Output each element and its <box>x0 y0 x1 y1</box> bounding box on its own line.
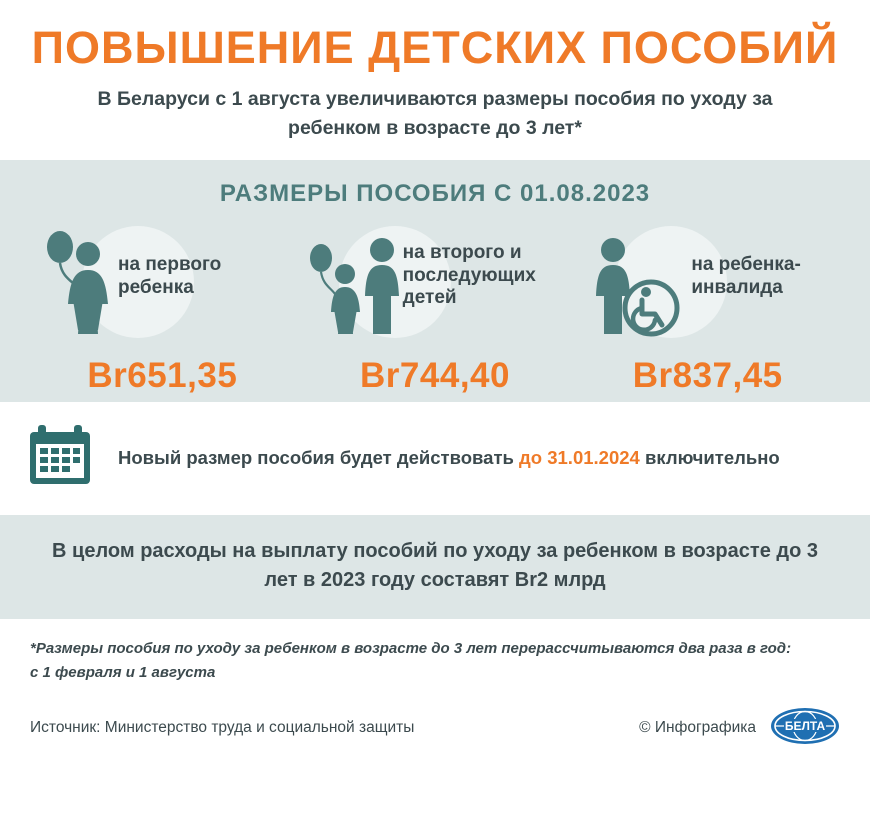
benefit-card-disabled-child <box>571 224 844 396</box>
adult-with-wheelchair-icon <box>583 230 693 348</box>
source-text: Источник: Министерство труда и социальной защиты <box>30 719 415 737</box>
card-amount: Br744,40 <box>360 355 510 395</box>
benefit-amounts-band <box>0 160 870 402</box>
girl-and-adult-icon <box>303 230 413 348</box>
benefit-card-second-child <box>299 224 572 396</box>
footer <box>0 685 870 750</box>
card-amount: Br651,35 <box>87 355 238 395</box>
footnote <box>0 619 870 685</box>
card-illustration <box>26 224 299 342</box>
belta-logo <box>770 707 840 750</box>
benefit-cards <box>0 212 870 402</box>
woman-with-balloon-icon <box>40 230 130 348</box>
validity-row <box>0 402 870 515</box>
credit-block <box>639 707 840 750</box>
validity-text <box>118 447 780 469</box>
band-title: РАЗМЕРЫ ПОСОБИЯ С 01.08.2023 <box>219 179 651 207</box>
card-amount: Br837,45 <box>632 355 783 395</box>
total-expenses-band <box>0 515 870 619</box>
card-illustration <box>299 224 572 342</box>
footnote-line-2: с 1 февраля и 1 августа <box>30 663 216 681</box>
validity-date: до 31.01.2024 <box>519 447 640 469</box>
page-title: ПОВЫШЕНИЕ ДЕТСКИХ ПОСОБИЙ <box>31 22 839 73</box>
credit-text: © Инфографика <box>639 719 756 737</box>
card-label: на второго и последующих детей <box>402 241 536 309</box>
card-label: на ребенка-инвалида <box>691 253 801 298</box>
page-subtitle: В Беларуси с 1 августа увеличиваются размеры пособия по уходу за ребенком в возрасте до 3 лет* <box>97 88 773 139</box>
calendar-icon <box>28 424 92 493</box>
benefit-card-first-child <box>26 224 299 396</box>
card-illustration <box>571 224 844 342</box>
svg-text:БЕЛТА: БЕЛТА <box>784 718 826 733</box>
card-label: на первого ребенка <box>118 253 222 298</box>
footnote-line-1: *Размеры пособия по уходу за ребенком в возрасте до 3 лет перерассчитываются два раза в год: <box>30 639 792 657</box>
total-expenses-text: В целом расходы на выплату пособий по уходу за ребенком в возрасте до 3 лет в 2023 году составят Br2 млрд <box>52 539 818 591</box>
validity-text-after: включительно <box>639 447 780 469</box>
validity-text-before: Новый размер пособия будет действовать <box>118 447 520 469</box>
header <box>0 0 870 142</box>
